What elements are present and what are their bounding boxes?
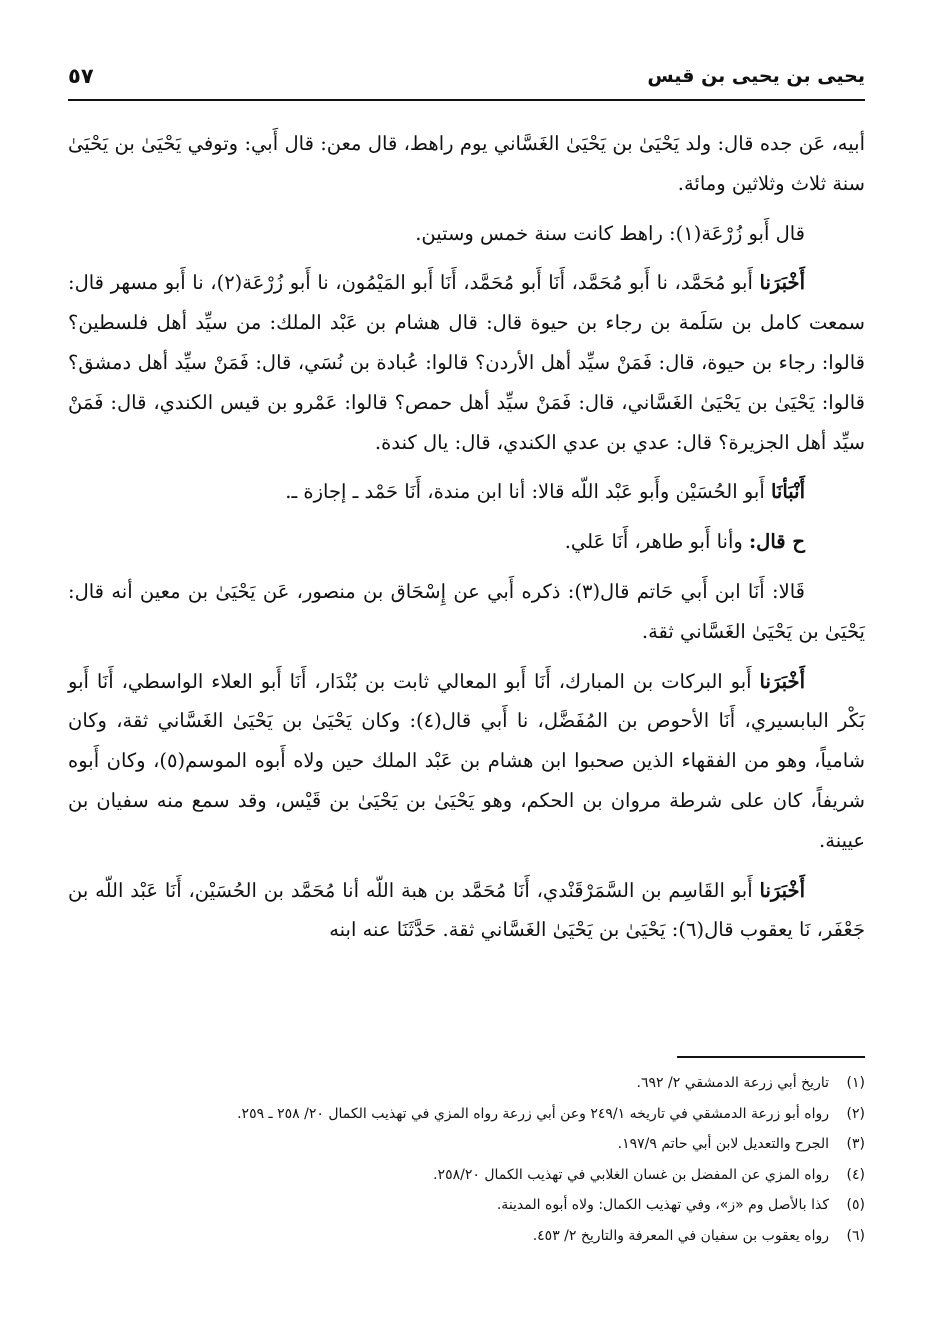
footnote-number: (٢): [846, 1105, 865, 1122]
page-header: [68, 56, 865, 96]
paragraph-text: أَبو البركات بن المبارك، أَنَا أَبو المعالي ثابت بن بُنْدَار، أَنَا أَبو العلاء الواسطي، أَنَا أَبو بَكْر البابسيري، أَنَا الأحوص بن المُفَضَّل، نا أَبي قال(٤): وكان يَحْيَىٰ بن يَحْيَىٰ الغَسَّاني ثقة، وكان شامياً، وهو من الفقهاء الذين صحبوا ابن هشام بن عَبْد الملك حين ولاه أَبوه الموسم(٥)، وكان أَبوه شريفاً، كان على شرطة مروان بن الحكم، وهو يَحْيَىٰ بن يَحْيَىٰ بن قَيْس، وقد سمع منه سفيان بن عيينة.: [68, 669, 865, 852]
paragraph: [68, 263, 865, 462]
paragraph: [68, 472, 865, 512]
footnote-number: (٣): [846, 1136, 865, 1153]
main-text: [68, 124, 865, 950]
header-rule: [68, 99, 865, 101]
footnote: [68, 1190, 865, 1221]
page-number: ٥٧: [68, 64, 94, 88]
paragraph-text: وأنا أَبو طاهر، أَنَا عَلي.: [564, 530, 743, 554]
paragraph-text: أبيه، عَن جده قال: ولد يَحْيَىٰ بن يَحْيَىٰ الغَسَّاني يوم راهط، قال معن: قال أَبي: وتوفي يَحْيَىٰ بن يَحْيَىٰ سنة ثلاث وثلاثين ومائة.: [68, 132, 865, 195]
footnote-rule: [677, 1056, 865, 1058]
paragraph-text: أَبو القَاسِم بن السَّمَرْقَنْدي، أَنَا مُحَمَّد بن هبة اللّه أنا مُحَمَّد بن الحُسَيْن، أَنَا عَبْد اللّه بن جَعْفَر، نَا يعقوب قال(٦): يَحْيَىٰ بن يَحْيَىٰ الغَسَّاني ثقة. حَدَّثَنَا عنه ابنه: [68, 878, 865, 942]
footnote: [68, 1160, 865, 1191]
footnote-number: (٦): [846, 1227, 865, 1244]
paragraph-text: أَبو مُحَمَّد، نا أَبو مُحَمَّد، أَنَا أَبو مُحَمَّد، أَنَا أَبو المَيْمُون، نا أَبو زُرْعَة(٢)، نا أَبو مسهر قال: سمعت كامل بن سَلَمة بن رجاء بن حيوة قال: قال هشام بن عَبْد الملك: من سيِّد أهل فلسطين؟ قالوا: رجاء بن حيوة، قال: فَمَنْ سيِّد أهل الأردن؟ قالوا: عُبادة بن نُسَي، قال: فَمَنْ سيِّد أهل دمشق؟ قالوا: يَحْيَىٰ بن يَحْيَىٰ الغَسَّاني، قال: فَمَنْ سيِّد أهل حمص؟ قالوا: عَمْرو بن قيس الكندي، قال: فَمَنْ سيِّد أهل الجزيرة؟ قال: عدي بن عدي الكندي، قال: يال كندة.: [68, 271, 865, 454]
footnote: [68, 1068, 865, 1099]
paragraph: [68, 124, 865, 204]
chain-lead-word: أَنْبَأنَا: [770, 480, 805, 504]
paragraph: [68, 522, 865, 562]
footnote-text: الجرح والتعديل لابن أبي حاتم ١٩٧/٩.: [617, 1136, 829, 1153]
footnote-number: (١): [846, 1075, 865, 1091]
paragraph-text: أَبو الحُسَيْن وأَبو عَبْد اللّه قالا: أنا ابن مندة، أَنَا حَمْد ـ إجازة ـ.: [285, 480, 765, 504]
paragraph-text: قَالا: أَنَا ابن أَبي حَاتم قال(٣): ذكره أَبي عن إِسْحَاق بن منصور، عَن يَحْيَىٰ بن معين أنه قال: يَحْيَىٰ بن يَحْيَىٰ الغَسَّاني ثقة.: [68, 579, 865, 643]
footnote-text: رواه المزي عن المفضل بن غسان الغلابي في تهذيب الكمال ٢٥٨/٢٠.: [433, 1166, 829, 1183]
footnote-text: كذا بالأصل وم «ز»، وفي تهذيب الكمال: ولاه أبوه المدينة.: [496, 1197, 829, 1214]
chain-lead-word: ح قال:: [748, 530, 805, 554]
paragraph: [68, 871, 865, 951]
paragraph: [68, 572, 865, 652]
footnote-number: (٤): [846, 1166, 865, 1183]
paragraph-text: قال أَبو زُرْعَة(١): راهط كانت سنة خمس وستين.: [415, 221, 805, 245]
chain-lead-word: أَخْبَرَنا: [759, 271, 806, 295]
chain-lead-word: أَخْبَرَنا: [759, 669, 806, 693]
footnote: [68, 1129, 865, 1160]
paragraph: [68, 214, 865, 254]
footnote-text: تاريخ أبي زرعة الدمشقي ٢/ ٦٩٢.: [636, 1075, 829, 1091]
footnotes: [68, 1068, 865, 1252]
footnote-number: (٥): [846, 1197, 865, 1214]
chain-lead-word: أَخْبَرَنا: [759, 878, 805, 902]
footnote: [68, 1099, 865, 1130]
footnote-text: رواه يعقوب بن سفيان في المعرفة والتاريخ ٢/ ٤٥٣.: [532, 1227, 829, 1244]
footnote: [68, 1221, 865, 1252]
paragraph: [68, 662, 865, 861]
footnote-text: رواه أبو زرعة الدمشقي في تاريخه ٢٤٩/١ وعن أبي زرعة رواه المزي في تهذيب الكمال ٢٠/ ٢٥٨ ـ ٢٥٩.: [237, 1105, 829, 1122]
running-title: يحيى بن يحيى بن قيس: [647, 65, 865, 87]
